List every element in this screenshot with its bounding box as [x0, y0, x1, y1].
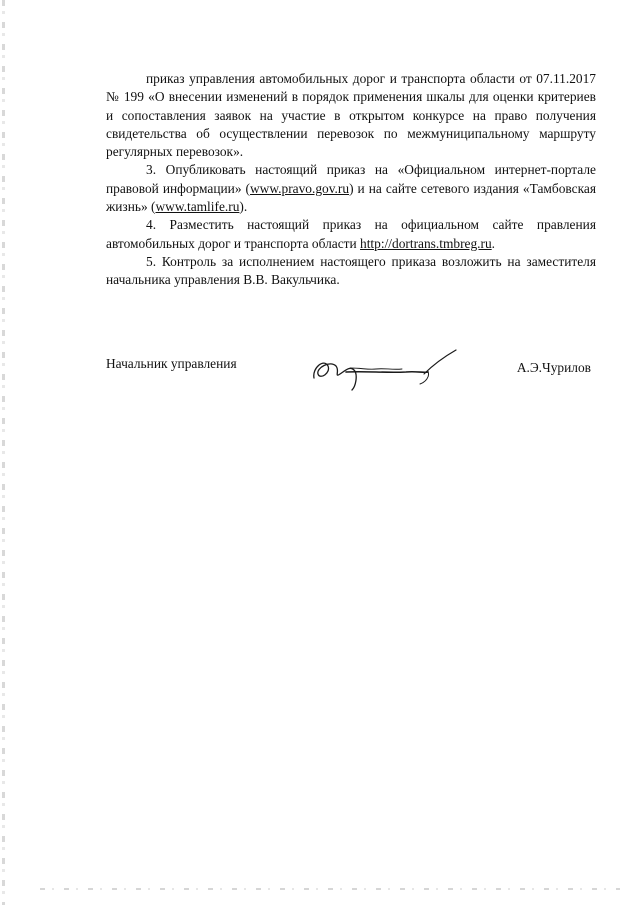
signatory-name: А.Э.Чурилов [516, 360, 591, 375]
scan-edge-bottom [40, 888, 620, 890]
paragraph-item-3 [106, 161, 596, 216]
item-4-text-end: . [491, 235, 496, 251]
paragraph-item-5: 5. Контроль за исполнением настоящего приказа возложить на заместителя начальника управления В.В. Вакульчика. [106, 253, 596, 288]
item-3-text-start: 3. Опубликовать настоящий приказ на «Официальном интернет-портале правовой информации» ( [106, 162, 596, 196]
link-dortrans[interactable]: http://dortrans.tmbreg.ru [360, 235, 492, 251]
scan-edge-left [2, 0, 5, 905]
signature-block [106, 356, 596, 386]
paragraph-order-reference: приказ управления автомобильных дорог и транспорта области от 07.11.2017 № 199 «О внесении изменений в порядок применения шкалы для оценки критериев и сопоставления заявок на участие в открытом конкурсе на право получения свидетельства об осуществлении перевозок по межмуниципальному маршруту регулярных перевозок». [106, 71, 596, 160]
document-body [106, 70, 596, 290]
item-3-text-end: ). [239, 199, 248, 215]
link-pravo-gov[interactable]: www.pravo.gov.ru [250, 180, 350, 196]
handwritten-signature [306, 344, 466, 396]
signatory-title: Начальник управления [106, 356, 237, 371]
link-tamlife[interactable]: www.tamlife.ru [155, 199, 240, 215]
paragraph-item-4 [106, 216, 596, 253]
item-3-text-middle: ) и на сайте сетевого издания «Тамбовская жизнь» ( [106, 180, 596, 215]
item-4-text-start: 4. Разместить настоящий приказ на официальном сайте правления автомобильных дорог и транспорта области [106, 217, 596, 251]
